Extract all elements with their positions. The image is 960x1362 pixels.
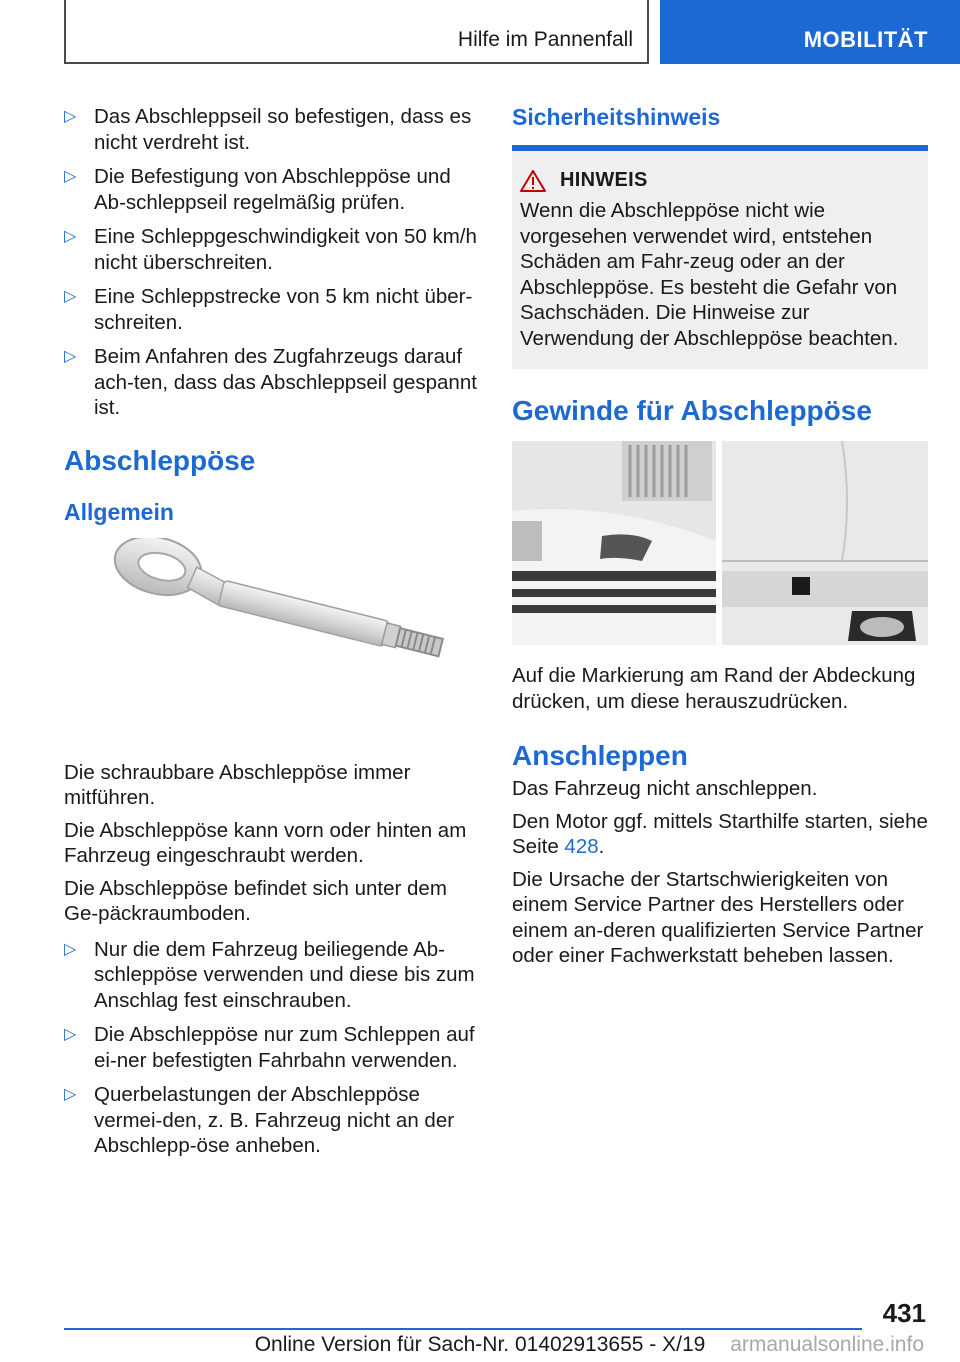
header-frame — [64, 0, 649, 64]
notice-title-row — [520, 169, 918, 192]
thread-heading: Gewinde für Abschleppöse — [512, 395, 872, 426]
subheading-allgemein: Allgemein — [64, 498, 174, 525]
towing-heading: Anschleppen — [512, 740, 688, 771]
footer-divider — [64, 1328, 862, 1330]
bullet-list-bottom — [64, 937, 478, 1159]
notice-title: HINWEIS — [560, 169, 648, 191]
paragraph: Den Motor ggf. mittels Starthilfe starten, siehe Seite 428. — [512, 809, 928, 858]
section-heading-abschleppoese: Abschleppöse — [64, 444, 256, 476]
list-item: ▷ Eine Schleppstrecke von 5 km nicht über‐schreiten. — [64, 285, 473, 334]
right-column — [512, 104, 928, 976]
section-title: Hilfe im Pannenfall — [457, 28, 633, 51]
list-item: ▷ Beim Anfahren des Zugfahrzeugs darauf ach‐ten, dass das Abschleppseil gespannt ist. — [64, 345, 477, 419]
triangle-right-icon: ▷ — [64, 940, 77, 958]
notice-text: Wenn die Abschleppöse nicht wie vorgesehen verwendet wird, entstehen Schäden am Fahr‐zeug oder an der Abschleppöse. Es besteht die Gefahr von Sachschäden. Die Hinweise zur Verwendung der Abschleppöse beachten. — [520, 199, 899, 350]
page-link-428[interactable]: 428 — [564, 835, 599, 858]
triangle-right-icon: ▷ — [64, 228, 77, 245]
paragraph: Die schraubbare Abschleppöse immer mitführen. — [64, 760, 411, 809]
bumper-illustration — [512, 441, 928, 645]
triangle-right-icon: ▷ — [64, 288, 77, 305]
triangle-right-icon: ▷ — [64, 1086, 77, 1103]
watermark: armanualsonline.info — [730, 1333, 924, 1356]
list-item: ▷ Nur die dem Fahrzeug beiliegende Ab‐schleppöse verwenden und diese bis zum Anschlag fest einschrauben. — [64, 937, 475, 1012]
paragraph: Auf die Markierung am Rand der Abdeckung drücken, um diese herauszudrücken. — [512, 664, 916, 713]
bullet-list-top — [64, 104, 478, 421]
paragraph: Die Ursache der Startschwierigkeiten von einem Service Partner des Herstellers oder einem an‐deren qualifizierten Service Partner oder einer Fachwerkstatt beheben lassen. — [512, 867, 924, 967]
triangle-right-icon: ▷ — [64, 348, 77, 365]
paragraph: Die Abschleppöse kann vorn oder hinten am Fahrzeug eingeschraubt werden. — [64, 818, 467, 867]
online-version-text: Online Version für Sach-Nr. 01402913655 - X/19 — [254, 1333, 706, 1356]
bumper-thread-image — [512, 441, 928, 645]
paragraph: Das Fahrzeug nicht anschleppen. — [512, 777, 818, 800]
chapter-title: MOBILITÄT — [803, 27, 928, 52]
list-item: ▷ Querbelastungen der Abschleppöse vermei‐den, z. B. Fahrzeug nicht an der Abschlepp‐öse anheben. — [64, 1083, 455, 1157]
tow-hook-image — [64, 538, 478, 748]
list-item: ▷ Eine Schleppgeschwindigkeit von 50 km/h nicht überschreiten. — [64, 225, 477, 274]
warning-triangle-icon — [520, 170, 546, 192]
triangle-right-icon: ▷ — [64, 108, 77, 125]
list-item: ▷ Die Abschleppöse nur zum Schleppen auf ei‐ner befestigten Fahrbahn verwenden. — [64, 1023, 475, 1072]
list-item: ▷ Das Abschleppseil so befestigen, dass es nicht verdreht ist. — [64, 105, 472, 154]
left-column — [64, 104, 478, 1169]
page-number: 431 — [882, 1298, 926, 1328]
safety-heading: Sicherheitshinweis — [512, 104, 721, 130]
paragraph: Die Abschleppöse befindet sich unter dem Ge‐päckraumboden. — [64, 876, 447, 925]
notice-box — [512, 151, 928, 369]
list-item: ▷ Die Befestigung von Abschleppöse und Ab‐schleppseil regelmäßig prüfen. — [64, 165, 451, 214]
triangle-right-icon: ▷ — [64, 1026, 77, 1043]
triangle-right-icon: ▷ — [64, 168, 77, 185]
chapter-tab[interactable] — [660, 0, 960, 64]
tow-hook-illustration — [64, 538, 478, 748]
